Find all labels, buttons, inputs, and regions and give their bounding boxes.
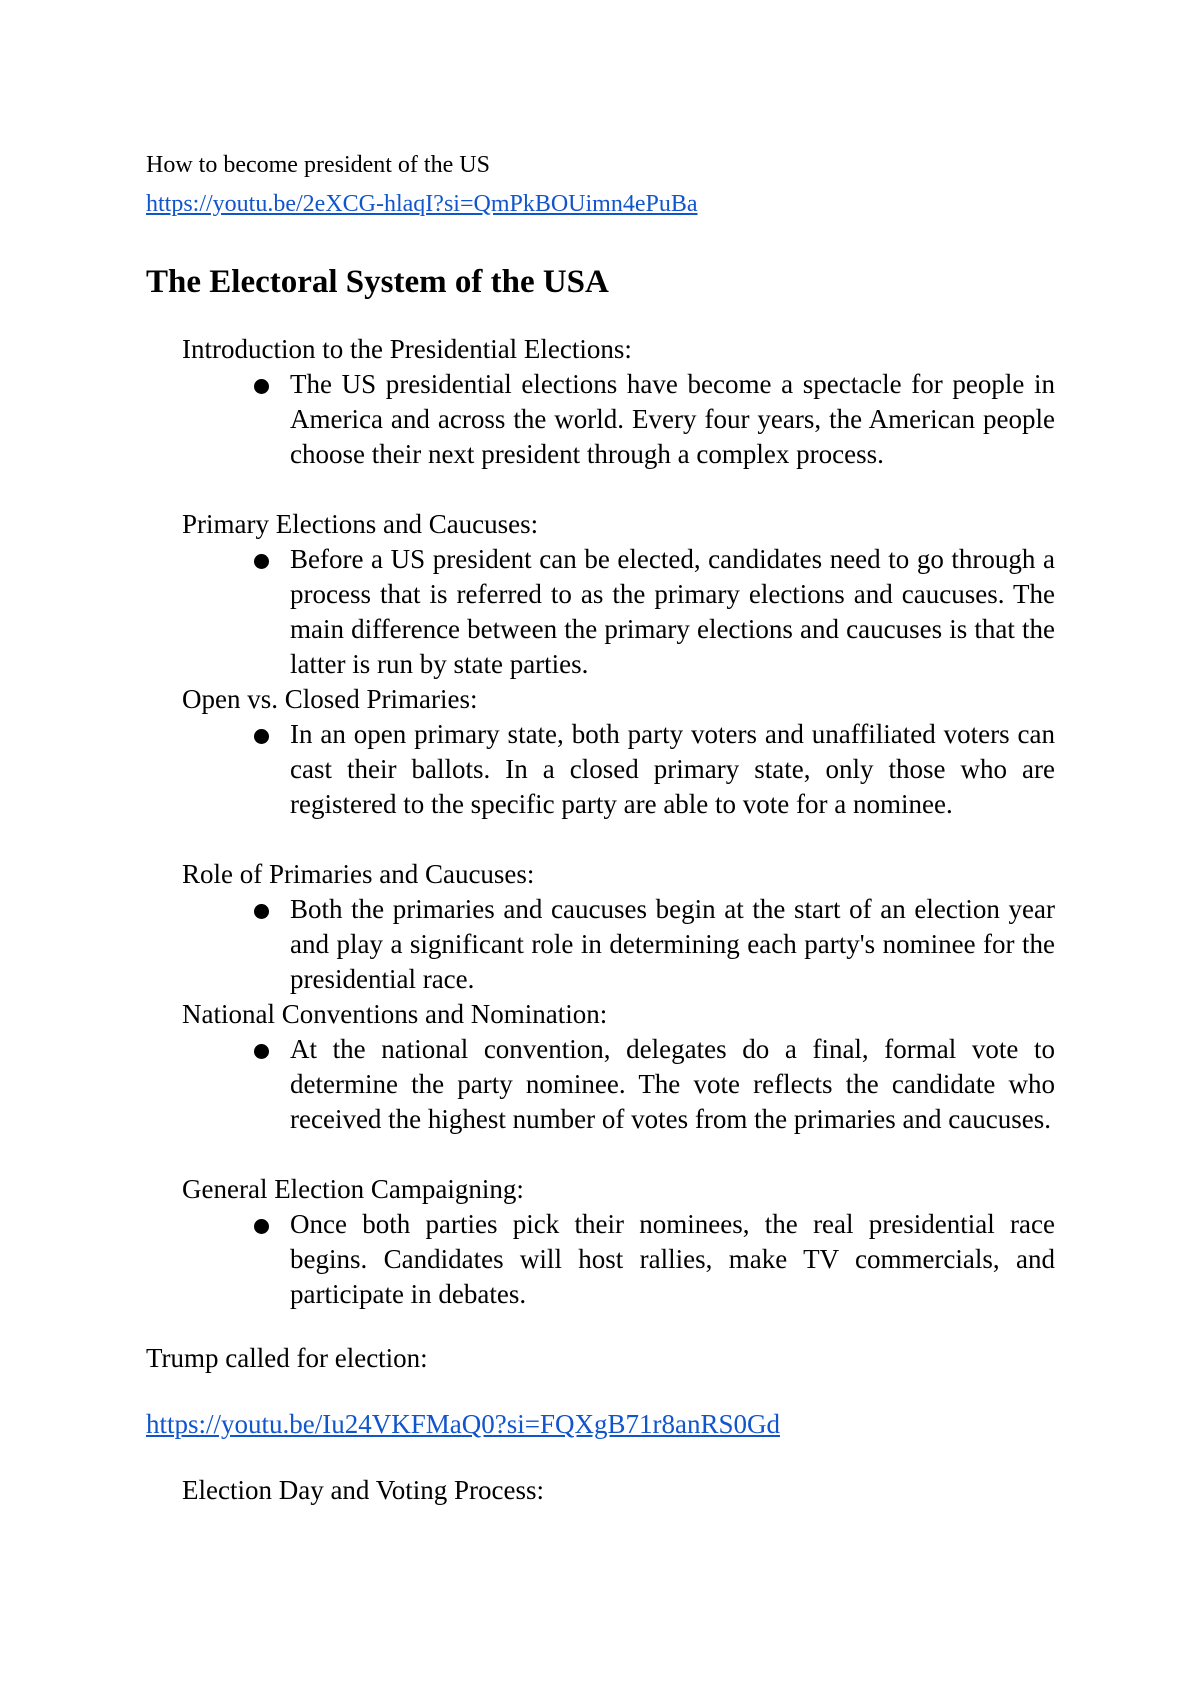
section-heading-introduction: Introduction to the Presidential Elections: [182, 334, 632, 364]
bullet-icon [254, 1219, 269, 1234]
section-heading-open-vs-closed: Open vs. Closed Primaries: [182, 684, 478, 714]
trump-text: Trump called for election: [146, 1343, 428, 1373]
bullet-icon [254, 379, 269, 394]
document-title: The Electoral System of the USA [146, 264, 609, 300]
section-heading-national-conventions: National Conventions and Nomination: [182, 999, 608, 1029]
bullet-text: In an open primary state, both party voters and unaffiliated voters can cast their ballots. In a closed primary state, only those who are registered to the specific party are able to vote for a nominee. [290, 719, 1055, 819]
bullet-item [254, 892, 1054, 997]
bullet-text: The US presidential elections have become a spectacle for people in America and across the world. Every four years, the American people choose their next president through a complex process. [290, 369, 1055, 469]
section-heading-role-of-primaries: Role of Primaries and Caucuses: [182, 859, 535, 889]
bullet-icon [254, 1044, 269, 1059]
bullet-text: Before a US president can be elected, candidates need to go through a process that is referred to as the primary elections and caucuses. The main difference between the primary elections and caucuses is that the latter is run by state parties. [290, 544, 1055, 679]
video-link-1[interactable]: https://youtu.be/2eXCG-hlaqI?si=QmPkBOUimn4ePuBa [146, 191, 698, 217]
section-heading-general-election: General Election Campaigning: [182, 1174, 524, 1204]
video-link-2[interactable]: https://youtu.be/Iu24VKFMaQ0?si=FQXgB71r8anRS0Gd [146, 1409, 780, 1439]
bullet-item [254, 1032, 1054, 1172]
bullet-icon [254, 729, 269, 744]
intro-text: How to become president of the US [146, 152, 490, 178]
section-heading-primary-elections: Primary Elections and Caucuses: [182, 509, 539, 539]
bullet-item [254, 717, 1054, 857]
bullet-item [254, 367, 1054, 507]
bullet-text: Once both parties pick their nominees, the real presidential race begins. Candidates will host rallies, make TV commercials, and participate in debates. [290, 1209, 1055, 1309]
section-heading-election-day: Election Day and Voting Process: [182, 1475, 544, 1505]
bullet-icon [254, 904, 269, 919]
bullet-item [254, 542, 1054, 682]
bullet-item [254, 1207, 1054, 1312]
bullet-icon [254, 554, 269, 569]
bullet-text: Both the primaries and caucuses begin at the start of an election year and play a significant role in determining each party's nominee for the presidential race. [290, 894, 1055, 994]
bullet-text: At the national convention, delegates do a final, formal vote to determine the party nominee. The vote reflects the candidate who received the highest number of votes from the primaries and caucuses. [290, 1034, 1055, 1134]
